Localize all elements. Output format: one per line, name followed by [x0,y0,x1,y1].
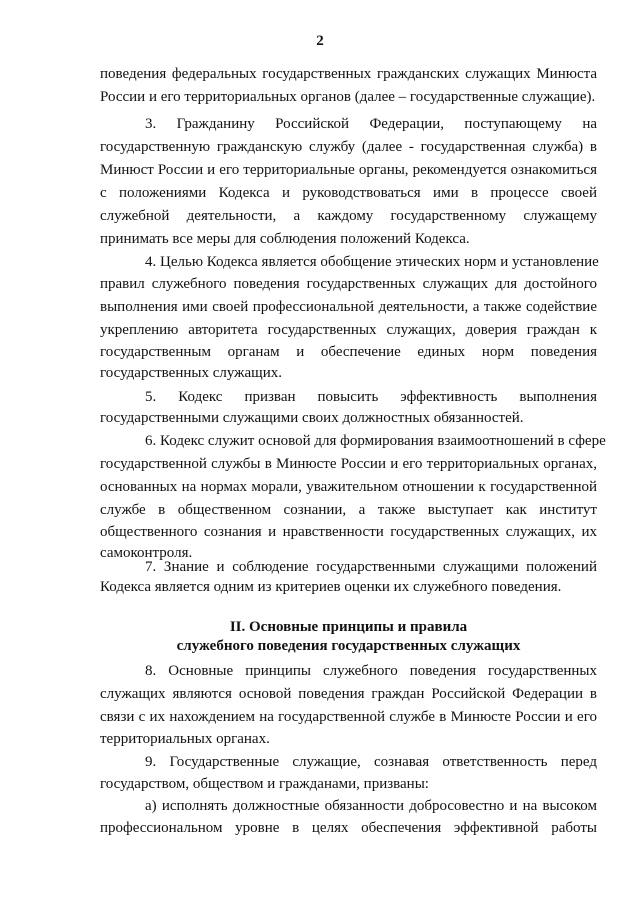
paragraph-line: государством, обществом и гражданами, призваны: [100,776,429,792]
paragraph-line: принимать все меры для соблюдения положений Кодекса. [100,231,470,247]
page-number: 2 [316,33,324,49]
paragraph-line: 8. Основные принципы служебного поведения государственных [145,663,597,679]
paragraph-line: основанных на нормах морали, уважительном отношении к государственной [100,479,597,495]
paragraph-line: России и его территориальных органов (далее – государственные служащие). [100,89,596,105]
paragraph-line: 7. Знание и соблюдение государственными служащими положений [145,559,597,575]
paragraph-line: укреплению авторитета государственных служащих, доверия граждан к [100,322,597,338]
paragraph-line: 5. Кодекс призван повысить эффективность выполнения [145,389,597,405]
paragraph-line: выполнения ими своей профессиональной деятельности, а также содействие [100,299,597,315]
paragraph-line: Кодекса является одним из критериев оценки их служебного поведения. [100,579,562,595]
paragraph-line: профессиональном уровне в целях обеспечения эффективной работы [100,820,597,836]
paragraph-line: правил служебного поведения государственных служащих для достойного [100,276,597,292]
section-heading-line: служебного поведения государственных служащих [176,638,521,654]
paragraph-line: служебной деятельности, а каждому государственному служащему [100,208,597,224]
paragraph-line: самоконтроля. [100,545,193,561]
paragraph-line: 6. Кодекс служит основой для формирования взаимоотношений в сфере [145,433,606,449]
paragraph-line: служащих являются основой поведения граждан Российской Федерации в [100,686,597,702]
paragraph-line: Минюст России и его территориальные органы, рекомендуется ознакомиться [100,162,597,178]
paragraph-line: государственной службы в Минюсте России и его территориальных органах, [100,456,597,472]
paragraph-line: территориальных органах. [100,731,270,747]
paragraph-line: связи с их нахождением на государственной службе в Минюсте России и его [100,709,597,725]
section-heading-line: II. Основные принципы и правила [229,619,468,635]
paragraph-line: 9. Государственные служащие, сознавая ответственность перед [145,754,597,770]
paragraph-line: поведения федеральных государственных гражданских служащих Минюста [100,66,597,82]
paragraph-line: 3. Гражданину Российской Федерации, поступающему на [145,116,597,132]
paragraph-line: общественного сознания и нравственности государственных служащих, их [100,524,597,540]
paragraph-line: с положениями Кодекса и руководствоваться ими в процессе своей [100,185,597,201]
paragraph-line: государственную гражданскую службу (далее - государственная служба) в [100,139,597,155]
paragraph-line: государственными служащими своих должностных обязанностей. [100,410,524,426]
paragraph-line: а) исполнять должностные обязанности добросовестно и на высоком [145,798,597,814]
paragraph-line: государственным органам и обеспечение единых норм поведения [100,344,597,360]
paragraph-line: службе в общественном сознании, а также выступает как институт [100,502,597,518]
paragraph-line: 4. Целью Кодекса является обобщение этических норм и установление [145,254,599,270]
paragraph-line: государственных служащих. [100,365,282,381]
